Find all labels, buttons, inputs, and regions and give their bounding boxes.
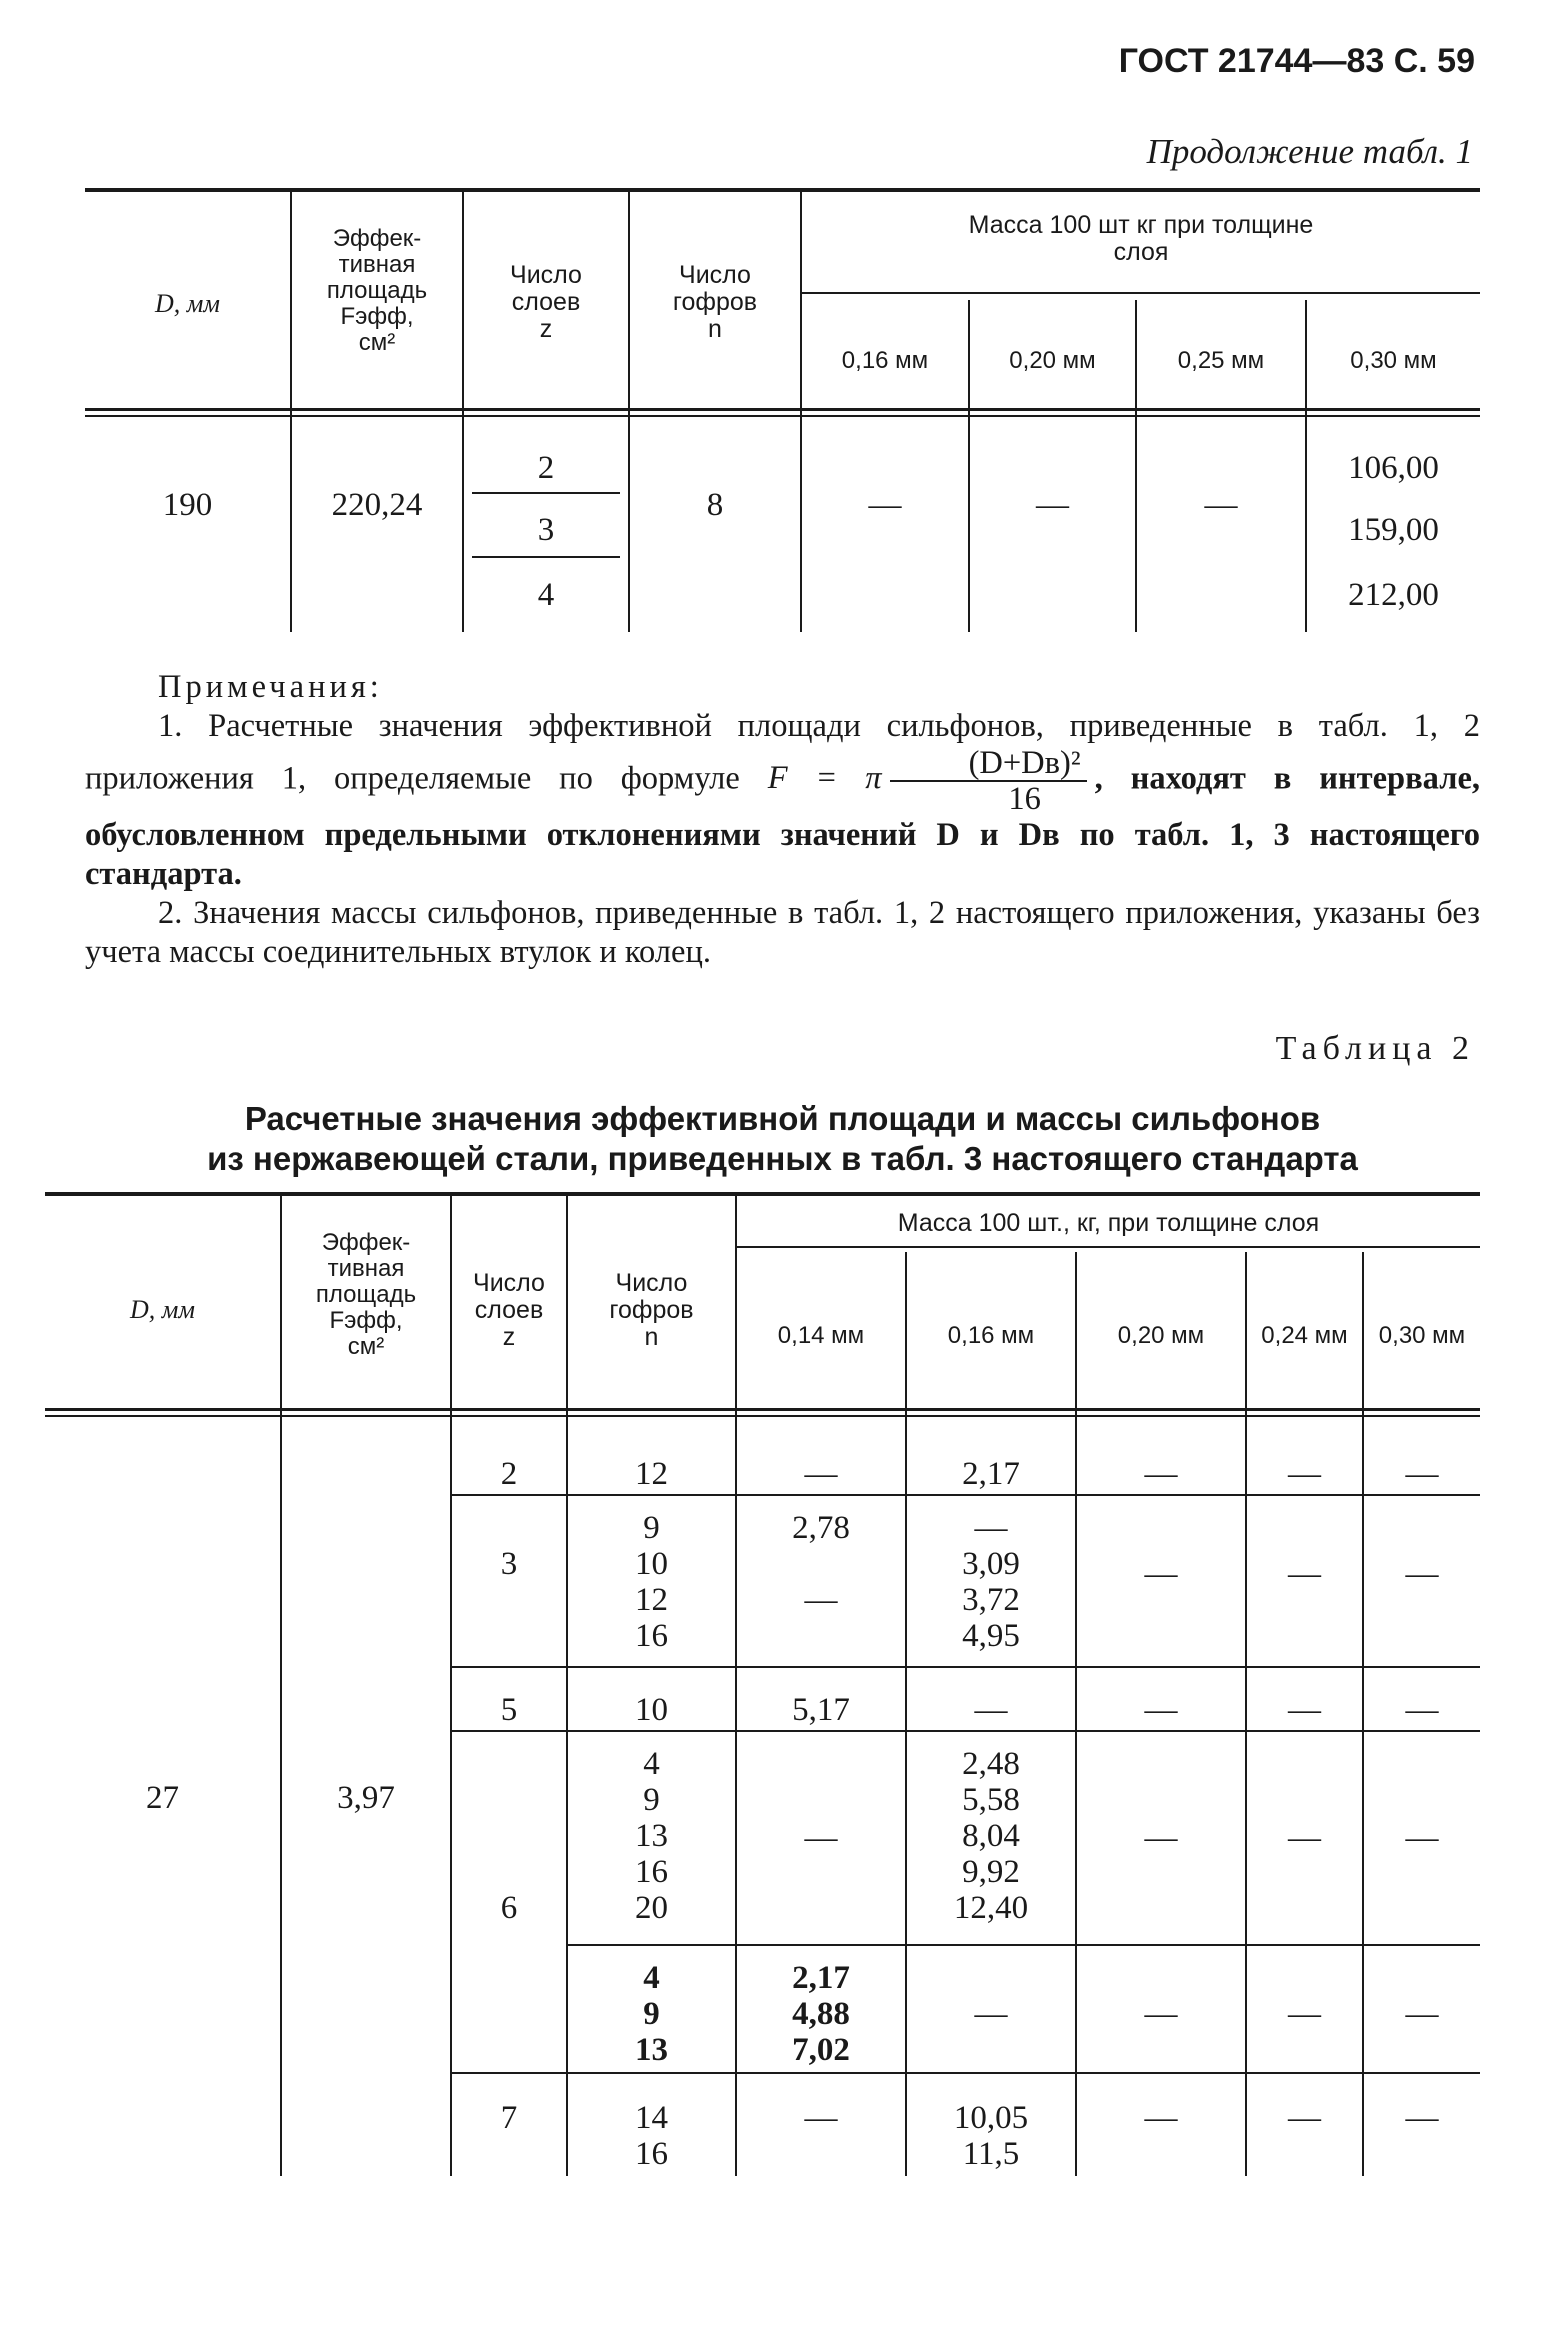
table1-cell-mass: 106,00	[1348, 450, 1439, 486]
table2-cell-mass: —	[1288, 1692, 1321, 1728]
table2-header-corrugations: Число гофров n	[609, 1269, 694, 1351]
table2-cell-mass: —	[804, 2100, 838, 2136]
table2-cell-mass: —	[1144, 1556, 1178, 1592]
table2-mass-subrule	[735, 1246, 1480, 1248]
notes	[85, 668, 1480, 972]
table1-header-rule-a	[85, 408, 1480, 411]
table2-cell-mass: 2,17 4,88 7,02	[792, 1960, 850, 2068]
table2-cell-mass: 2,48 5,58 8,04 9,92 12,40	[953, 1746, 1029, 1926]
table2-cell-mass: —	[974, 1692, 1008, 1728]
table2-group-separator	[452, 1666, 1480, 1668]
formula-fraction	[890, 746, 1087, 816]
table2-cell-mass: 2,78 —	[792, 1510, 850, 1618]
table2-cell-mass: —	[1405, 1692, 1439, 1728]
table1-header-d: D, мм	[155, 289, 220, 318]
table2-group-separator	[452, 1494, 1480, 1496]
table2-cell-mass: —	[1288, 2100, 1321, 2136]
note-1-continuation: , находят в интервале, обусловленном предельными отклонениями значений D и Dв по табл. 1, 3 настоящего стандарта.	[85, 760, 1480, 892]
table2-header-area: Эффек- тивная площадь Fэфф, см²	[315, 1229, 417, 1360]
table2-cell-mass: —	[1405, 1820, 1439, 1856]
table2-cell-mass: —	[804, 1456, 838, 1492]
table2-cell-mass: —	[1288, 1820, 1321, 1856]
table2-cell-layers: 6	[500, 1890, 518, 1926]
formula-denominator: 16	[1008, 781, 1041, 817]
table1-cell-mass: 212,00	[1348, 577, 1439, 613]
table1-cell-corrugations: 8	[706, 487, 724, 523]
table2-group-separator	[452, 2072, 1480, 2074]
table2-header-layers: Число слоев z	[473, 1269, 545, 1351]
table2-cell-mass: —	[1288, 1996, 1321, 2032]
table2-cell-layers: 7	[500, 2100, 518, 2136]
table2-cell-area: 3,97	[337, 1780, 395, 1816]
table2-group-separator	[452, 1730, 1480, 1732]
table2-cell-mass: —	[1144, 1996, 1178, 2032]
table2-title-line1: Расчетные значения эффективной площади и массы сильфонов	[244, 1100, 1321, 1137]
table2-header-rule-a	[45, 1408, 1480, 1411]
table2-cell-mass: —	[1405, 1556, 1439, 1592]
table1-cell-d: 190	[162, 487, 213, 523]
table1-layer-separator	[472, 492, 620, 494]
table2-cell-mass: —	[974, 1996, 1008, 2032]
table1-header-thickness: 0,30 мм	[1350, 347, 1437, 374]
table1-header-mass: Масса 100 шт кг при толщине слоя	[968, 211, 1314, 266]
table2-cell-corrugations: 10	[635, 1692, 668, 1728]
table2-header-thickness: 0,16 мм	[947, 1322, 1035, 1349]
formula-numerator: (D+Dв)²	[890, 746, 1087, 782]
table2-header-mass: Масса 100 шт., кг, при толщине слоя	[897, 1209, 1320, 1237]
table2-cell-corrugations: 4 9 13	[635, 1960, 668, 2068]
table1-cell-mass: —	[1036, 487, 1069, 523]
table1-layer-separator	[472, 556, 620, 558]
table1-cell-mass: —	[1204, 487, 1238, 523]
table2-cell-corrugations: 14 16	[635, 2100, 668, 2172]
table1-mass-subrule	[800, 292, 1480, 294]
table1-cell-area: 220,24	[331, 487, 423, 523]
table1-continuation-label: Продолжение табл. 1	[1146, 132, 1473, 171]
table2-header-thickness: 0,14 мм	[777, 1322, 865, 1349]
table2-cell-mass: 5,17	[792, 1692, 850, 1728]
note-1-text: 1. Расчетные значения эффективной площади сильфонов, приведенные в табл. 1, 2 приложения 1, определяемые по формуле	[85, 708, 1480, 797]
table2-cell-mass: —	[1405, 1996, 1439, 2032]
table2-cell-corrugations: 9 10 12 16	[635, 1510, 668, 1654]
table1-header-area: Эффек- тивная площадь Fэфф, см²	[326, 225, 428, 356]
table2-cell-layers: 5	[500, 1692, 518, 1728]
table2-cell-corrugations: 12	[635, 1456, 668, 1492]
document-reference: ГОСТ 21744—83 С. 59	[1118, 42, 1475, 80]
table2-cell-mass: — 3,09 3,72 4,95	[962, 1510, 1020, 1654]
table2-cell-mass: —	[804, 1820, 838, 1856]
formula	[767, 745, 1095, 817]
table2-cell-layers: 3	[500, 1546, 518, 1582]
table1-top-rule	[85, 188, 1480, 192]
table2-label: Таблица 2	[1275, 1030, 1475, 1067]
formula-lhs: F = π	[767, 760, 882, 797]
table2-cell-mass: —	[1405, 1456, 1439, 1492]
table1-cell-layers: 2	[537, 450, 555, 486]
table1-header-rule-b	[85, 415, 1480, 417]
table2-cell-d: 27	[146, 1780, 179, 1816]
table2-cell-mass: —	[1144, 2100, 1178, 2136]
table2-cell-mass: —	[1288, 1456, 1321, 1492]
table2-header-d: D, мм	[130, 1295, 195, 1324]
table1-header-thickness: 0,20 мм	[1009, 347, 1096, 374]
table1-vrule	[628, 192, 630, 632]
table2-cell-mass: —	[1144, 1692, 1178, 1728]
note-2: 2. Значения массы сильфонов, приведенные в табл. 1, 2 настоящего приложения, указаны без учета массы соединительных втулок и колец.	[85, 895, 1480, 970]
table1-header-layers: Число слоев z	[510, 261, 582, 343]
table2-header-thickness: 0,24 мм	[1261, 1322, 1348, 1349]
table2-header-rule-b	[45, 1415, 1480, 1417]
table1-cell-layers: 4	[537, 577, 555, 613]
table2-cell-mass: 10,05 11,5	[953, 2100, 1029, 2172]
table2-cell-mass: —	[1144, 1456, 1178, 1492]
table1-cell-mass: 159,00	[1348, 512, 1439, 548]
table2-group-separator	[568, 1944, 1480, 1946]
table2-top-rule	[45, 1192, 1480, 1196]
table2-cell-mass: 2,17	[962, 1456, 1020, 1492]
table2-cell-corrugations: 4 9 13 16 20	[635, 1746, 668, 1926]
table2-cell-mass: —	[1144, 1820, 1178, 1856]
table1-cell-layers: 3	[537, 512, 555, 548]
table1-header-corrugations: Число гофров n	[672, 261, 758, 343]
table2-header-thickness: 0,30 мм	[1378, 1322, 1466, 1349]
note-1	[85, 707, 1480, 894]
notes-title: Примечания:	[158, 669, 383, 705]
table1-header-thickness: 0,16 мм	[841, 347, 929, 374]
table2-header-thickness: 0,20 мм	[1117, 1322, 1205, 1349]
table1-vrule	[462, 192, 464, 632]
table1-cell-mass: —	[868, 487, 902, 523]
table2-cell-mass: —	[1405, 2100, 1439, 2136]
table2-cell-mass: —	[1288, 1556, 1321, 1592]
table2-title-line2: из нержавеющей стали, приведенных в табл. 3 настоящего стандарта	[207, 1140, 1358, 1177]
table1-header-thickness: 0,25 мм	[1177, 347, 1265, 374]
table2-cell-layers: 2	[500, 1456, 518, 1492]
